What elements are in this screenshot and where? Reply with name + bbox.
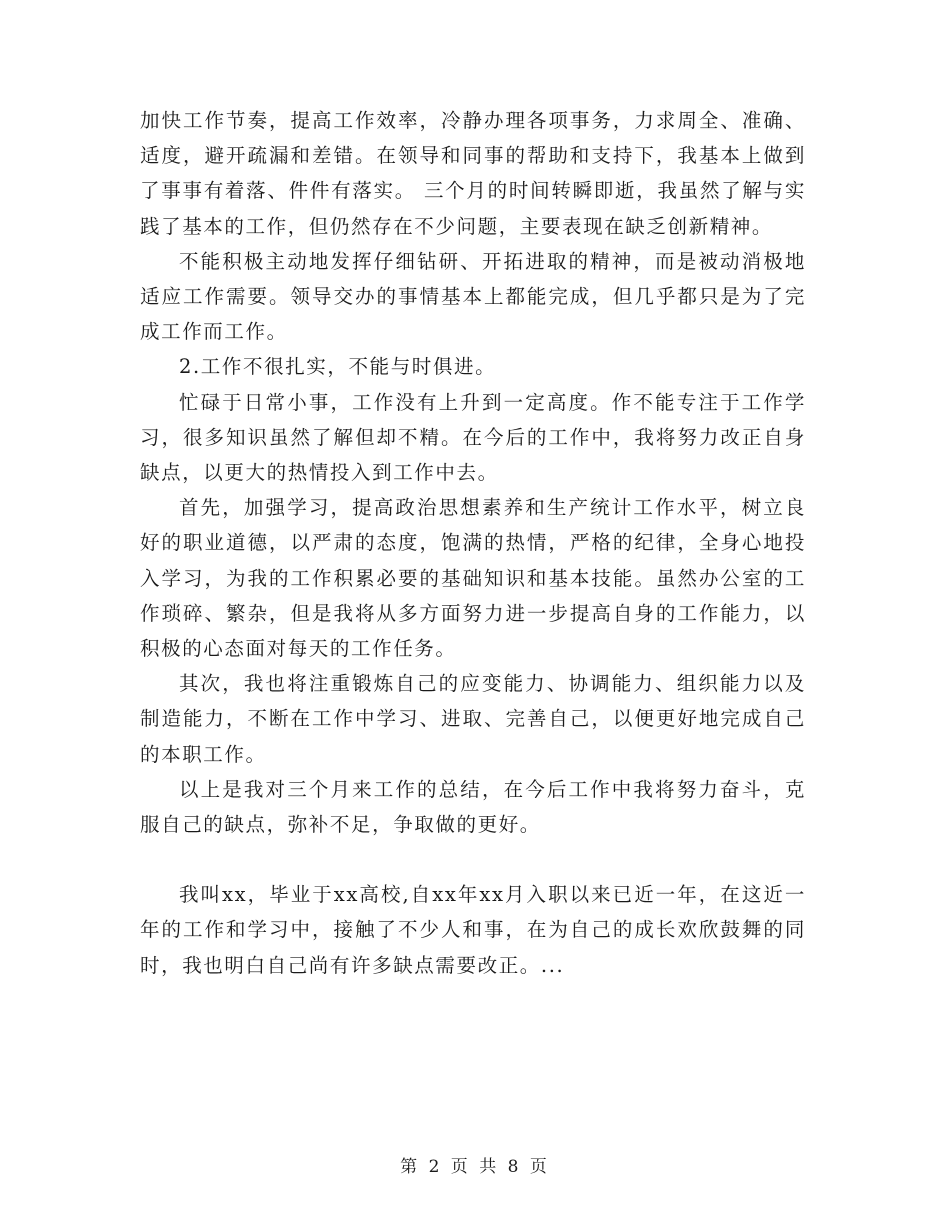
paragraph-continued: 加快工作节奏，提高工作效率，冷静办理各项事务，力求周全、准确、适度，避开疏漏和差错。在领导和同事的帮助和支持下，我基本上做到了事事有着落、件件有落实。 三个月的时间转瞬即逝，我虽然了解与实践了基本的工作，但仍然存在不少问题，主要表现在缺乏创新精神。	[140, 109, 806, 238]
paragraph: 以上是我对三个月来工作的总结，在今后工作中我将努力奋斗，克服自己的缺点，弥补不足，争取做的更好。	[140, 777, 806, 837]
paragraph-heading-item-2: 2.工作不很扎实，不能与时俱进。	[179, 355, 497, 379]
paragraph-next-article: 我叫xx，毕业于xx高校,自xx年xx月入职以来已近一年，在这近一年的工作和学习中，接触了不少人和事，在为自己的成长欢欣鼓舞的同时，我也明白自己尚有许多缺点需要改正。...	[140, 883, 806, 977]
paragraph: 不能积极主动地发挥仔细钻研、开拓进取的精神，而是被动消极地适应工作需要。领导交办的事情基本上都能完成，但几乎都只是为了完成工作而工作。	[140, 249, 806, 344]
paragraph: 其次，我也将注重锻炼自己的应变能力、协调能力、组织能力以及制造能力，不断在工作中学习、进取、完善自己，以便更好地完成自己的本职工作。	[140, 672, 806, 766]
paragraph: 忙碌于日常小事，工作没有上升到一定高度。作不能专注于工作学习，很多知识虽然了解但却不精。在今后的工作中，我将努力改正自身缺点，以更大的热情投入到工作中去。	[140, 390, 806, 485]
paragraph: 首先，加强学习，提高政治思想素养和生产统计工作水平，树立良好的职业道德，以严肃的态度，饱满的热情，严格的纪律，全身心地投入学习，为我的工作积累必要的基础知识和基本技能。虽然办公室的工作琐碎、繁杂，但是我将从多方面努力进一步提高自身的工作能力，以积极的心态面对每天的工作任务。	[140, 496, 806, 661]
page-number-footer: 第 2 页 共 8 页	[400, 1157, 550, 1177]
paragraph-gap	[140, 842, 806, 877]
document-body	[140, 103, 806, 983]
